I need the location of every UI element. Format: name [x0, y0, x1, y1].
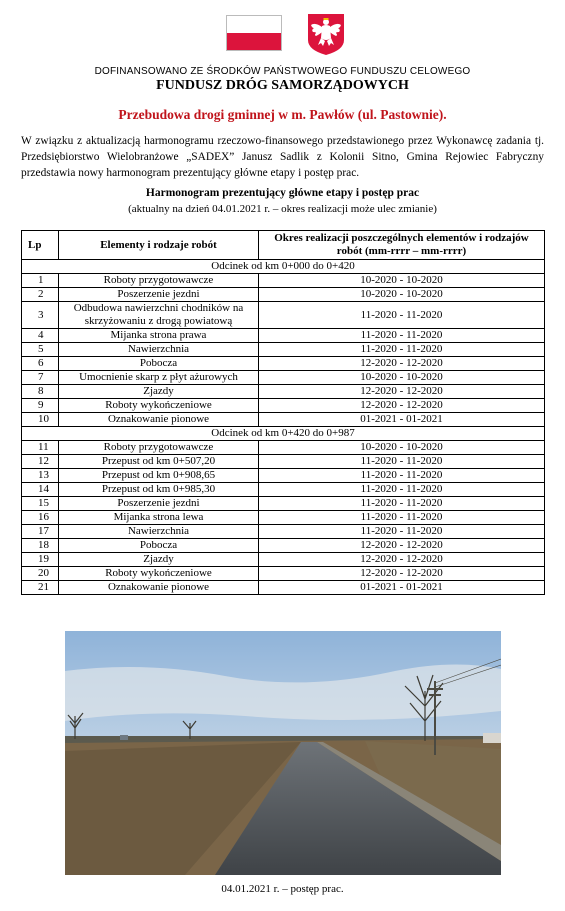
row-lp: 18	[22, 539, 59, 553]
row-period: 12-2020 - 12-2020	[259, 553, 545, 567]
row-period: 11-2020 - 11-2020	[259, 343, 545, 357]
row-lp: 2	[22, 288, 59, 302]
row-element: Poszerzenie jezdni	[59, 288, 259, 302]
row-lp: 15	[22, 497, 59, 511]
row-lp: 17	[22, 525, 59, 539]
row-period: 11-2020 - 11-2020	[259, 497, 545, 511]
row-period: 10-2020 - 10-2020	[259, 274, 545, 288]
row-element: Umocnienie skarp z płyt ażurowych	[59, 371, 259, 385]
row-lp: 3	[22, 302, 59, 329]
row-lp: 1	[22, 274, 59, 288]
row-element: Poszerzenie jezdni	[59, 497, 259, 511]
column-header-lp: Lp	[22, 231, 59, 260]
schedule-table	[21, 230, 545, 595]
table-row	[22, 455, 545, 469]
schedule-title: Harmonogram prezentujący główne etapy i postęp prac	[145, 187, 420, 199]
table-row	[22, 567, 545, 581]
row-element: Mijanka strona prawa	[59, 329, 259, 343]
row-element: Przepust od km 0+908,65	[59, 469, 259, 483]
table-row	[22, 553, 545, 567]
row-element: Roboty wykończeniowe	[59, 399, 259, 413]
row-lp: 12	[22, 455, 59, 469]
row-element: Nawierzchnia	[59, 525, 259, 539]
intro-paragraph: W związku z aktualizacją harmonogramu rzeczowo-finansowego przedstawionego przez Wykonawcę zadania tj. Przedsiębiorstwo Wielobranżowe „SADEX” Janusz Sadlik z Kolonii Sitno, Gmina Rejowiec Fabryczny przedstawia nowy harmonogram prezentujący główne etapy i postęp prac.	[21, 135, 544, 179]
photo-caption: 04.01.2021 r. – postęp prac.	[221, 883, 344, 895]
row-element: Zjazdy	[59, 553, 259, 567]
row-period: 11-2020 - 11-2020	[259, 469, 545, 483]
row-period: 01-2021 - 01-2021	[259, 413, 545, 427]
fund-name: FUNDUSZ DRÓG SAMORZĄDOWYCH	[156, 78, 409, 93]
row-lp: 10	[22, 413, 59, 427]
row-lp: 19	[22, 553, 59, 567]
row-element: Mijanka strona lewa	[59, 511, 259, 525]
cofinance-line: DOFINANSOWANO ZE ŚRODKÓW PAŃSTWOWEGO FUNDUSZU CELOWEGO	[94, 66, 471, 77]
table-row	[22, 329, 545, 343]
row-period: 11-2020 - 11-2020	[259, 483, 545, 497]
schedule-subtitle: (aktualny na dzień 04.01.2021 r. – okres realizacji może ulec zmianie)	[128, 203, 437, 215]
project-title: Przebudowa drogi gminnej w m. Pawłów (ul. Pastownie).	[118, 107, 447, 122]
row-lp: 14	[22, 483, 59, 497]
row-lp: 20	[22, 567, 59, 581]
row-lp: 8	[22, 385, 59, 399]
table-row	[22, 288, 545, 302]
polish-flag-icon	[226, 15, 282, 51]
table-row	[22, 357, 545, 371]
table-row	[22, 483, 545, 497]
table-row	[22, 302, 545, 329]
row-period: 01-2021 - 01-2021	[259, 581, 545, 595]
table-row	[22, 343, 545, 357]
row-period: 11-2020 - 11-2020	[259, 511, 545, 525]
row-period: 12-2020 - 12-2020	[259, 399, 545, 413]
table-row	[22, 413, 545, 427]
table-row	[22, 469, 545, 483]
section-header-row	[22, 260, 545, 274]
row-period: 11-2020 - 11-2020	[259, 329, 545, 343]
row-lp: 7	[22, 371, 59, 385]
row-element: Roboty przygotowawcze	[59, 274, 259, 288]
table-header-row	[22, 231, 545, 260]
row-element: Odbudowa nawierzchni chodników na skrzyżowaniu z drogą powiatową	[59, 302, 259, 329]
row-period: 12-2020 - 12-2020	[259, 567, 545, 581]
row-period: 10-2020 - 10-2020	[259, 371, 545, 385]
schedule-body	[22, 260, 545, 595]
row-element: Oznakowanie pionowe	[59, 581, 259, 595]
section-title: Odcinek od km 0+000 do 0+420	[22, 260, 545, 274]
row-lp: 6	[22, 357, 59, 371]
row-element: Zjazdy	[59, 385, 259, 399]
table-row	[22, 399, 545, 413]
row-period: 11-2020 - 11-2020	[259, 455, 545, 469]
table-row	[22, 371, 545, 385]
row-period: 10-2020 - 10-2020	[259, 441, 545, 455]
row-element: Pobocza	[59, 357, 259, 371]
column-header-period: Okres realizacji poszczególnych elementów i rodzajów robót (mm-rrrr – mm-rrrr)	[259, 231, 545, 260]
row-lp: 9	[22, 399, 59, 413]
table-row	[22, 581, 545, 595]
row-lp: 11	[22, 441, 59, 455]
row-period: 11-2020 - 11-2020	[259, 525, 545, 539]
row-lp: 4	[22, 329, 59, 343]
row-element: Roboty przygotowawcze	[59, 441, 259, 455]
table-row	[22, 497, 545, 511]
row-period: 12-2020 - 12-2020	[259, 357, 545, 371]
column-header-element: Elementy i rodzaje robót	[59, 231, 259, 260]
row-period: 10-2020 - 10-2020	[259, 288, 545, 302]
table-row	[22, 385, 545, 399]
table-row	[22, 511, 545, 525]
row-period: 12-2020 - 12-2020	[259, 539, 545, 553]
section-title: Odcinek od km 0+420 do 0+987	[22, 427, 545, 441]
row-lp: 21	[22, 581, 59, 595]
table-row	[22, 539, 545, 553]
row-period: 11-2020 - 11-2020	[259, 302, 545, 329]
row-lp: 16	[22, 511, 59, 525]
section-header-row	[22, 427, 545, 441]
row-element: Pobocza	[59, 539, 259, 553]
construction-progress-photo	[65, 631, 501, 875]
row-element: Przepust od km 0+507,20	[59, 455, 259, 469]
row-element: Przepust od km 0+985,30	[59, 483, 259, 497]
row-period: 12-2020 - 12-2020	[259, 385, 545, 399]
row-element: Roboty wykończeniowe	[59, 567, 259, 581]
table-row	[22, 525, 545, 539]
table-row	[22, 441, 545, 455]
polish-eagle-emblem-icon	[306, 12, 346, 56]
row-element: Oznakowanie pionowe	[59, 413, 259, 427]
row-element: Nawierzchnia	[59, 343, 259, 357]
table-row	[22, 274, 545, 288]
row-lp: 13	[22, 469, 59, 483]
row-lp: 5	[22, 343, 59, 357]
